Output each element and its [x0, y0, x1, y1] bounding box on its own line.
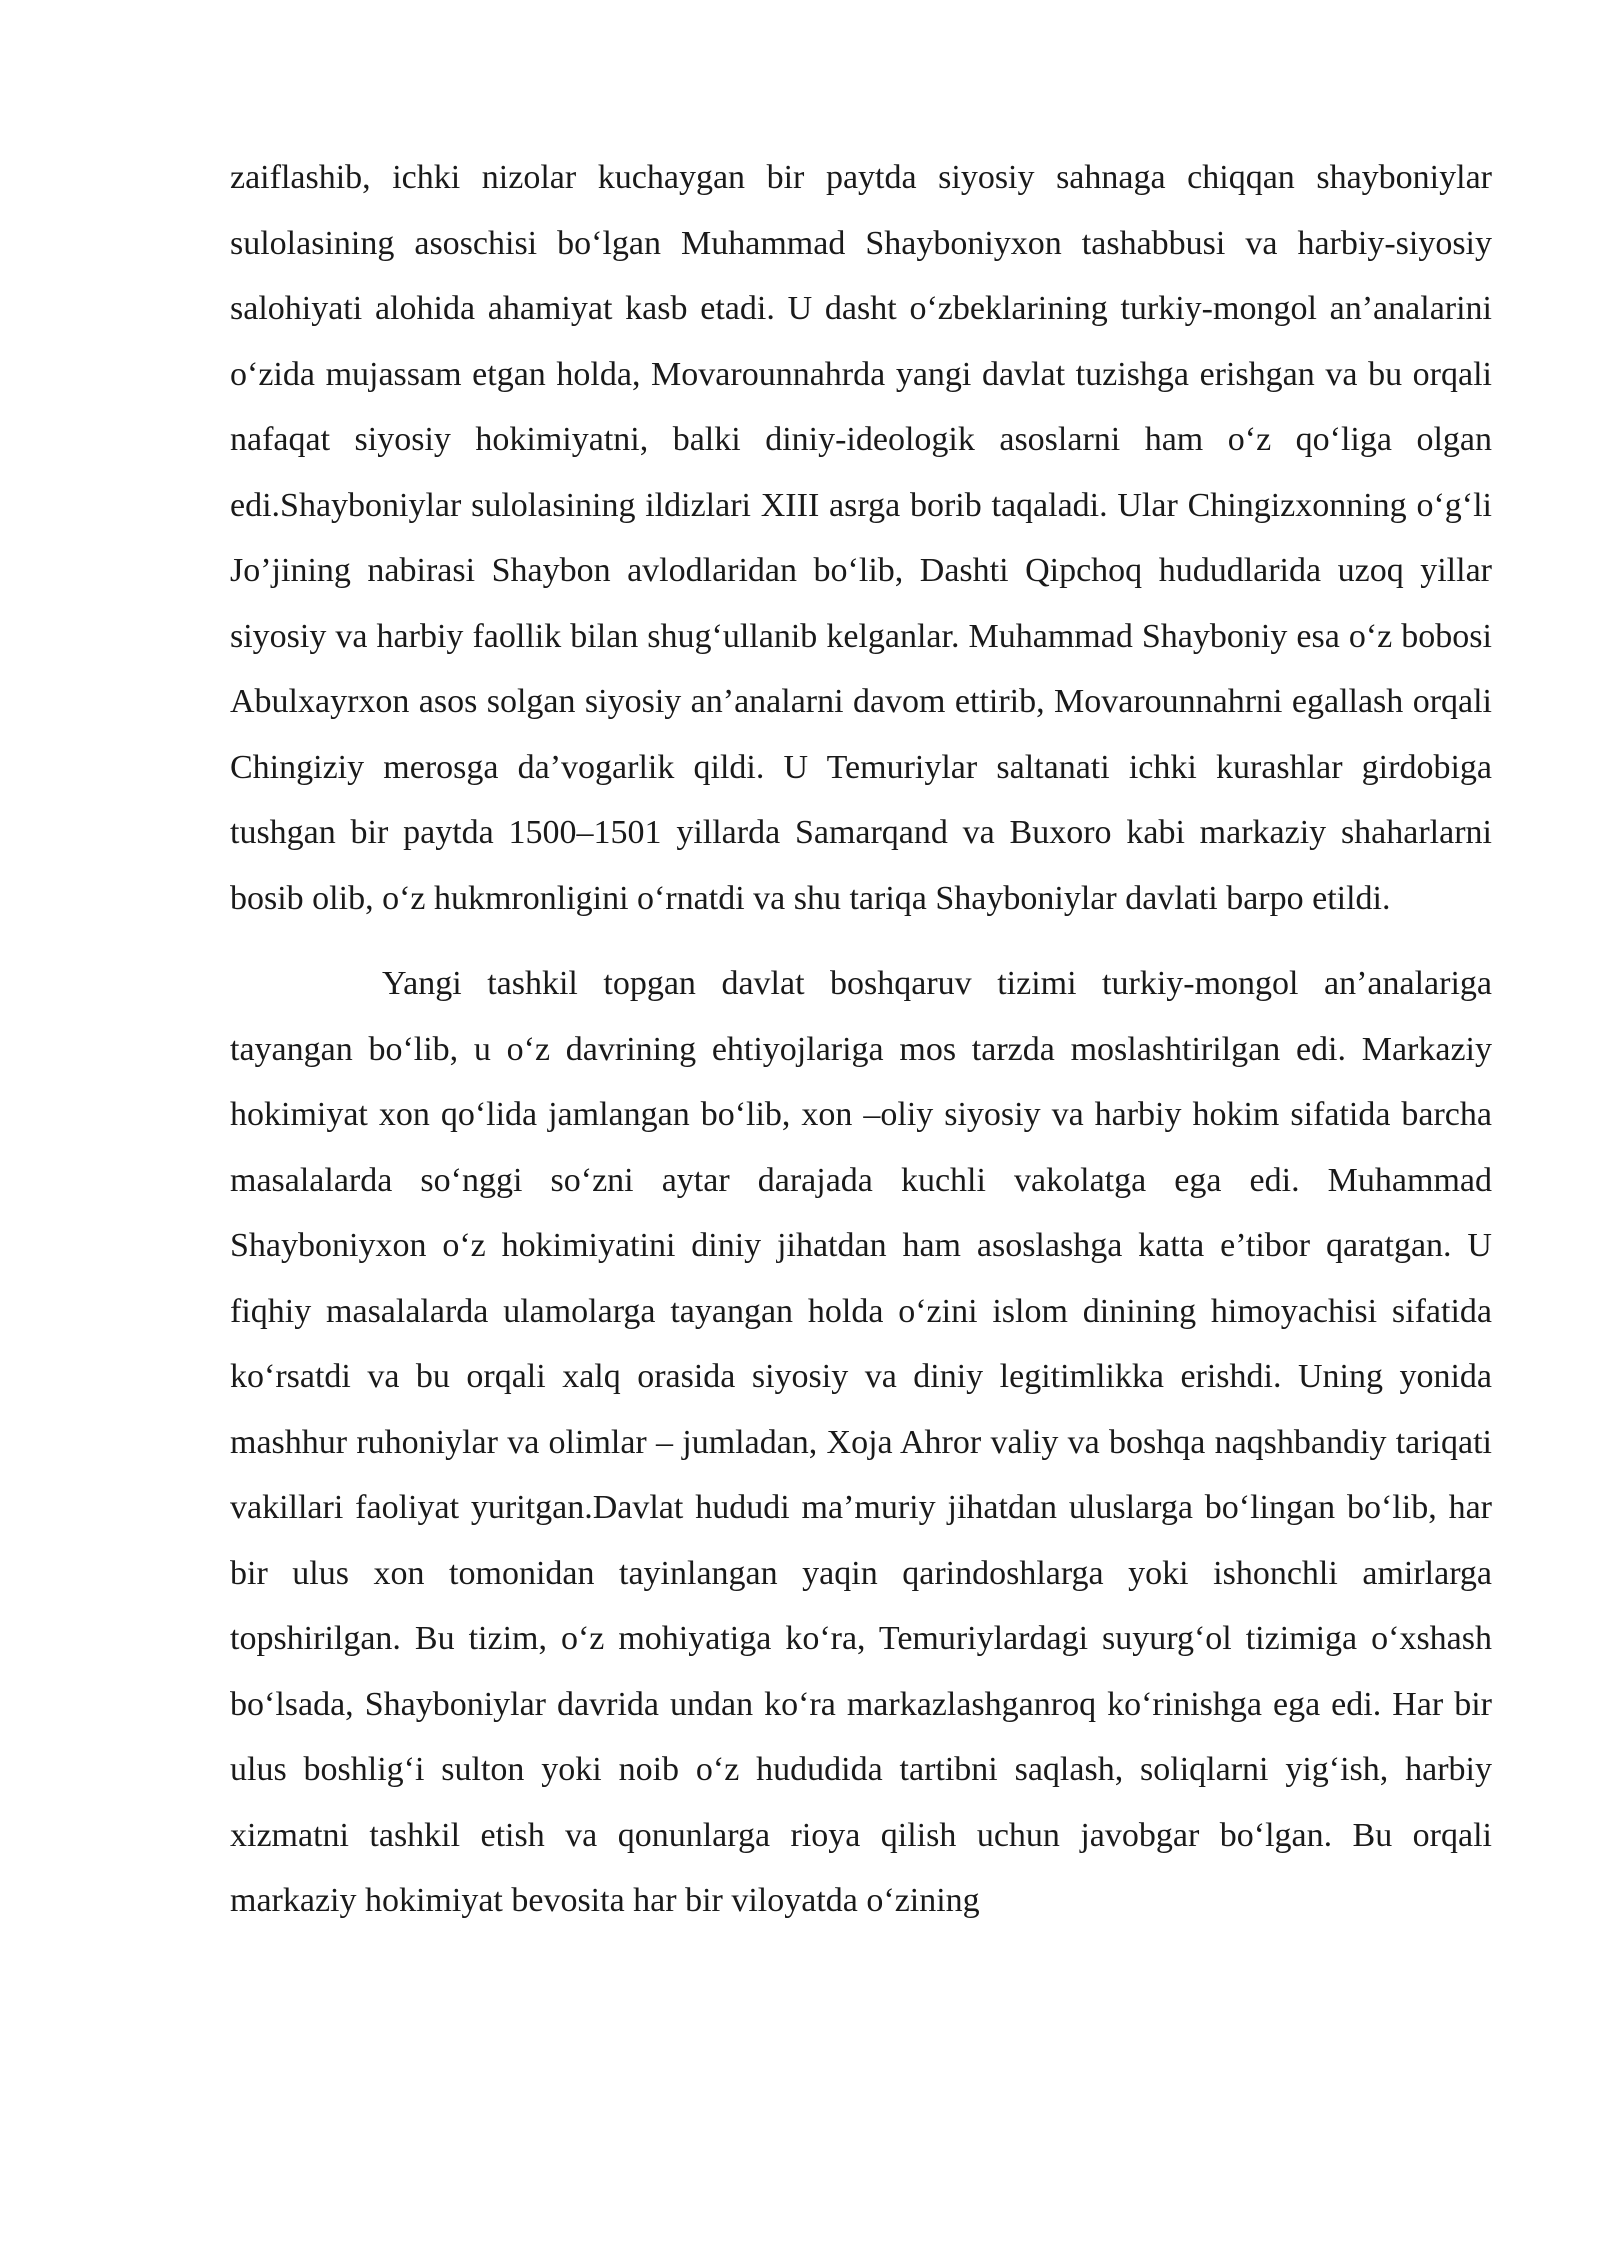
document-body: [230, 145, 1492, 1934]
paragraph-1: zaiflashib, ichki nizolar kuchaygan bir paytda siyosiy sahnaga chiqqan shayboniylar sulolasining asoschisi bo‘lgan Muhammad Shayboniyxon tashabbusi va harbiy-siyosiy salohiyati alohida ahamiyat kasb etadi. U dasht o‘zbeklarining turkiy-mongol an’analarini o‘zida mujassam etgan holda, Movarounnahrda yangi davlat tuzishga erishgan va bu orqali nafaqat siyosiy hokimiyatni, balki diniy-ideologik asoslarni ham o‘z qo‘liga olgan edi.Shayboniylar sulolasining ildizlari XIII asrga borib taqaladi. Ular Chingizxonning o‘g‘li Jo’jining nabirasi Shaybon avlodlaridan bo‘lib, Dashti Qipchoq hududlarida uzoq yillar siyosiy va harbiy faollik bilan shug‘ullanib kelganlar. Muhammad Shayboniy esa o‘z bobosi Abulxayrxon asos solgan siyosiy an’analarni davom ettirib, Movarounnahrni egallash orqali Chingiziy merosga da’vogarlik qildi. U Temuriylar saltanati ichki kurashlar girdobiga tushgan bir paytda 1500–1501 yillarda Samarqand va Buxoro kabi markaziy shaharlarni bosib olib, o‘z hukmronligini o‘rnatdi va shu tariqa Shayboniylar davlati barpo etildi.: [230, 159, 1492, 917]
paragraph-2: Yangi tashkil topgan davlat boshqaruv tizimi turkiy-mongol an’analariga tayangan bo‘lib, u o‘z davrining ehtiyojlariga mos tarzda moslashtirilgan edi. Markaziy hokimiyat xon qo‘lida jamlangan bo‘lib, xon –oliy siyosiy va harbiy hokim sifatida barcha masalalarda so‘nggi so‘zni aytar darajada kuchli vakolatga ega edi. Muhammad Shayboniyxon o‘z hokimiyatini diniy jihatdan ham asoslashga katta e’tibor qaratgan. U fiqhiy masalalarda ulamolarga tayangan holda o‘zini islom dinining himoyachisi sifatida ko‘rsatdi va bu orqali xalq orasida siyosiy va diniy legitimlikka erishdi. Uning yonida mashhur ruhoniylar va olimlar – jumladan, Xoja Ahror valiy va boshqa naqshbandiy tariqati vakillari faoliyat yuritgan.Davlat hududi ma’muriy jihatdan uluslarga bo‘lingan bo‘lib, har bir ulus xon tomonidan tayinlangan yaqin qarindoshlarga yoki ishonchli amirlarga topshirilgan. Bu tizim, o‘z mohiyatiga ko‘ra, Temuriylardagi suyurg‘ol tizimiga o‘xshash bo‘lsada, Shayboniylar davrida undan ko‘ra markazlashganroq ko‘rinishga ega edi. Har bir ulus boshlig‘i sulton yoki noib o‘z hududida tartibni saqlash, soliqlarni yig‘ish, harbiy xizmatni tashkil etish va qonunlarga rioya qilish uchun javobgar bo‘lgan. Bu orqali markaziy hokimiyat bevosita har bir viloyatda o‘zining: [230, 965, 1492, 1919]
